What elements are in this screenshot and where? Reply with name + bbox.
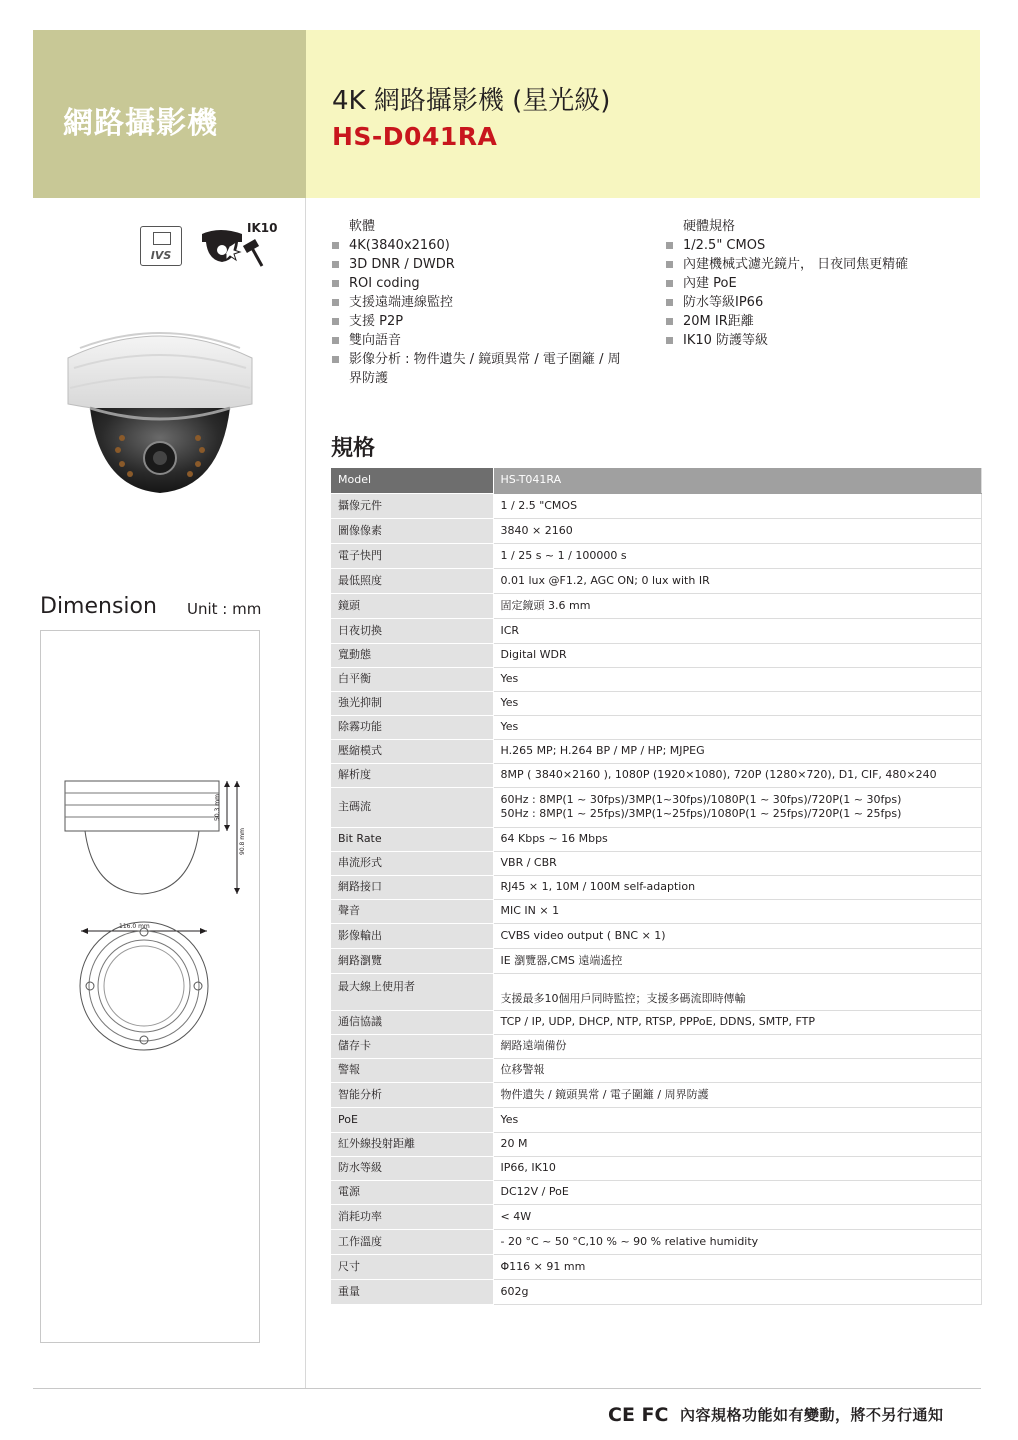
table-row bbox=[331, 1082, 982, 1107]
spec-key: 聲音 bbox=[331, 899, 493, 923]
spec-value: Yes bbox=[493, 667, 982, 691]
spec-key: Model bbox=[331, 468, 493, 493]
table-row bbox=[331, 493, 982, 518]
spec-key: 日夜切換 bbox=[331, 618, 493, 643]
table-row bbox=[331, 851, 982, 875]
spec-key: 串流形式 bbox=[331, 851, 493, 875]
table-row bbox=[331, 1229, 982, 1254]
spec-key: 智能分析 bbox=[331, 1082, 493, 1107]
table-row bbox=[331, 691, 982, 715]
dimension-drawing-box bbox=[40, 630, 260, 1343]
ce-fc-logo-text: CE FC bbox=[608, 1404, 669, 1425]
spec-value: 8MP ( 3840×2160 ), 1080P (1920×1080), 720P (1280×720), D1, CIF, 480×240 bbox=[493, 763, 982, 787]
ik10-badge bbox=[200, 220, 280, 272]
table-row bbox=[331, 618, 982, 643]
column-divider bbox=[305, 198, 306, 1388]
spec-key: Bit Rate bbox=[331, 827, 493, 851]
table-row bbox=[331, 1107, 982, 1132]
product-model: HS-D041RA bbox=[332, 122, 498, 151]
spec-key: 紅外線投射距離 bbox=[331, 1132, 493, 1156]
table-row bbox=[331, 1279, 982, 1304]
software-title: 軟體 bbox=[349, 219, 376, 234]
spec-key: 網路瀏覽 bbox=[331, 948, 493, 973]
spec-value: Yes bbox=[493, 1107, 982, 1132]
spec-key: 通信協議 bbox=[331, 1010, 493, 1034]
table-row bbox=[331, 1034, 982, 1058]
spec-value: 1 / 25 s ~ 1 / 100000 s bbox=[493, 543, 982, 568]
hardware-item: IK10 防護等級 bbox=[665, 331, 985, 350]
category-title: 網路攝影機 bbox=[63, 106, 218, 141]
table-row bbox=[331, 543, 982, 568]
table-row bbox=[331, 948, 982, 973]
spec-value: 64 Kbps ~ 16 Mbps bbox=[493, 827, 982, 851]
spec-key: 除霧功能 bbox=[331, 715, 493, 739]
spec-value: RJ45 × 1, 10M / 100M self-adaption bbox=[493, 875, 982, 899]
hardware-item: 防水等級IP66 bbox=[665, 293, 985, 312]
software-item: 影像分析 : 物件遺失 / 鏡頭異常 / 電子圍籬 / 周界防護 bbox=[331, 350, 621, 388]
spec-value: - 20 °C ~ 50 °C,10 % ~ 90 % relative humidity bbox=[493, 1229, 982, 1254]
spec-key: 解析度 bbox=[331, 763, 493, 787]
spec-key: 圖像像素 bbox=[331, 518, 493, 543]
spec-value: TCP / IP, UDP, DHCP, NTP, RTSP, PPPoE, DDNS, SMTP, FTP bbox=[493, 1010, 982, 1034]
spec-value: 3840 × 2160 bbox=[493, 518, 982, 543]
product-name: 4K 網路攝影機 (星光級) bbox=[332, 86, 611, 116]
spec-value: IP66, IK10 bbox=[493, 1156, 982, 1180]
table-row bbox=[331, 763, 982, 787]
table-row bbox=[331, 1204, 982, 1229]
certification-logos bbox=[608, 1403, 670, 1425]
spec-value: HS-T041RA bbox=[493, 468, 982, 493]
table-row bbox=[331, 739, 982, 763]
software-item: 3D DNR / DWDR bbox=[331, 255, 651, 274]
software-item: 4K(3840x2160) bbox=[331, 236, 651, 255]
spec-value: Digital WDR bbox=[493, 643, 982, 667]
table-row bbox=[331, 643, 982, 667]
table-row bbox=[331, 1254, 982, 1279]
spec-table bbox=[331, 468, 982, 1305]
spec-value: Yes bbox=[493, 691, 982, 715]
spec-value: 位移警報 bbox=[493, 1058, 982, 1082]
software-item: 支援 P2P bbox=[331, 312, 651, 331]
table-row bbox=[331, 568, 982, 593]
software-item: 支援遠端連線監控 bbox=[331, 293, 651, 312]
height-90-label: 90.8 mm bbox=[239, 828, 246, 855]
table-row bbox=[331, 899, 982, 923]
spec-key: 攝像元件 bbox=[331, 493, 493, 518]
spec-value: ICR bbox=[493, 618, 982, 643]
main-stream-60hz: 60Hz : 8MP(1 ~ 30fps)/3MP(1~30fps)/1080P(1 ~ 30fps)/720P(1 ~ 30fps) bbox=[500, 793, 902, 806]
spec-key: 尺寸 bbox=[331, 1254, 493, 1279]
dimension-unit: Unit : mm bbox=[187, 600, 262, 618]
spec-key: 鏡頭 bbox=[331, 593, 493, 618]
main-stream-50hz: 50Hz : 8MP(1 ~ 25fps)/3MP(1~25fps)/1080P(1 ~ 25fps)/720P(1 ~ 25fps) bbox=[500, 807, 902, 820]
spec-value: 602g bbox=[493, 1279, 982, 1304]
spec-key: 工作溫度 bbox=[331, 1229, 493, 1254]
table-row bbox=[331, 468, 982, 493]
dimension-drawing bbox=[41, 631, 259, 1342]
spec-value: MIC IN × 1 bbox=[493, 899, 982, 923]
spec-value: 1 / 2.5 "CMOS bbox=[493, 493, 982, 518]
table-row bbox=[331, 715, 982, 739]
spec-key: 儲存卡 bbox=[331, 1034, 493, 1058]
spec-key: 最大線上使用者 bbox=[331, 973, 493, 1010]
software-item: ROI coding bbox=[331, 274, 651, 293]
spec-value: 20 M bbox=[493, 1132, 982, 1156]
dimension-title: Dimension bbox=[40, 594, 157, 619]
table-row bbox=[331, 667, 982, 691]
spec-value: Yes bbox=[493, 715, 982, 739]
software-features bbox=[331, 217, 651, 388]
spec-key: 主碼流 bbox=[331, 787, 493, 827]
footer-note: 內容規格功能如有變動，將不另行通知 bbox=[680, 1406, 944, 1424]
table-row bbox=[331, 1132, 982, 1156]
spec-value: VBR / CBR bbox=[493, 851, 982, 875]
table-row bbox=[331, 518, 982, 543]
width-label: 116.0 mm bbox=[119, 923, 150, 930]
spec-key: 警報 bbox=[331, 1058, 493, 1082]
spec-key: 重量 bbox=[331, 1279, 493, 1304]
spec-value bbox=[493, 787, 982, 827]
spec-value: CVBS video output ( BNC × 1) bbox=[493, 923, 982, 948]
spec-value: H.265 MP; H.264 BP / MP / HP; MJPEG bbox=[493, 739, 982, 763]
footer-divider bbox=[33, 1388, 981, 1389]
spec-key: 電子快門 bbox=[331, 543, 493, 568]
spec-key: 壓縮模式 bbox=[331, 739, 493, 763]
spec-value: < 4W bbox=[493, 1204, 982, 1229]
table-row bbox=[331, 923, 982, 948]
table-row bbox=[331, 1180, 982, 1204]
spec-key: 寬動態 bbox=[331, 643, 493, 667]
spec-value: Φ116 × 91 mm bbox=[493, 1254, 982, 1279]
header-category-panel bbox=[33, 30, 306, 198]
spec-title: 規格 bbox=[331, 436, 376, 461]
table-row bbox=[331, 875, 982, 899]
hardware-title: 硬體規格 bbox=[683, 219, 736, 234]
hardware-item: 內建機械式濾光鏡片， 日夜同焦更精確 bbox=[665, 255, 985, 274]
ik10-label: IK10 bbox=[247, 221, 278, 235]
spec-value: 網路遠端備份 bbox=[493, 1034, 982, 1058]
ivs-badge bbox=[140, 226, 182, 266]
hardware-features bbox=[665, 217, 985, 350]
software-item: 雙向語音 bbox=[331, 331, 651, 350]
spec-key: 白平衡 bbox=[331, 667, 493, 691]
monitor-icon bbox=[153, 232, 171, 245]
spec-key: PoE bbox=[331, 1107, 493, 1132]
table-row bbox=[331, 593, 982, 618]
spec-key: 強光抑制 bbox=[331, 691, 493, 715]
spec-value: 0.01 lux @F1.2, AGC ON; 0 lux with IR bbox=[493, 568, 982, 593]
ivs-label: IVS bbox=[150, 249, 172, 262]
table-row bbox=[331, 1058, 982, 1082]
height-50-label: 50.3 mm bbox=[214, 794, 221, 821]
spec-value: DC12V / PoE bbox=[493, 1180, 982, 1204]
spec-key: 最低照度 bbox=[331, 568, 493, 593]
hardware-item: 1/2.5" CMOS bbox=[665, 236, 985, 255]
spec-key: 電源 bbox=[331, 1180, 493, 1204]
table-row bbox=[331, 827, 982, 851]
spec-value: 物件遺失 / 鏡頭異常 / 電子圍籬 / 周界防護 bbox=[493, 1082, 982, 1107]
table-row bbox=[331, 973, 982, 1010]
spec-key: 防水等級 bbox=[331, 1156, 493, 1180]
table-row bbox=[331, 787, 982, 827]
spec-value: IE 瀏覽器,CMS 遠端遙控 bbox=[493, 948, 982, 973]
spec-key: 影像輸出 bbox=[331, 923, 493, 948]
table-row bbox=[331, 1010, 982, 1034]
spec-value: 支援最多10個用戶同時監控；支援多碼流即時傳輸 bbox=[493, 973, 982, 1010]
dome-camera-image bbox=[60, 318, 260, 503]
spec-key: 網路接口 bbox=[331, 875, 493, 899]
table-row bbox=[331, 1156, 982, 1180]
header-product-panel bbox=[306, 30, 980, 198]
hardware-item: 內建 PoE bbox=[665, 274, 985, 293]
spec-value: 固定鏡頭 3.6 mm bbox=[493, 593, 982, 618]
hardware-item: 20M IR距離 bbox=[665, 312, 985, 331]
spec-key: 消耗功率 bbox=[331, 1204, 493, 1229]
